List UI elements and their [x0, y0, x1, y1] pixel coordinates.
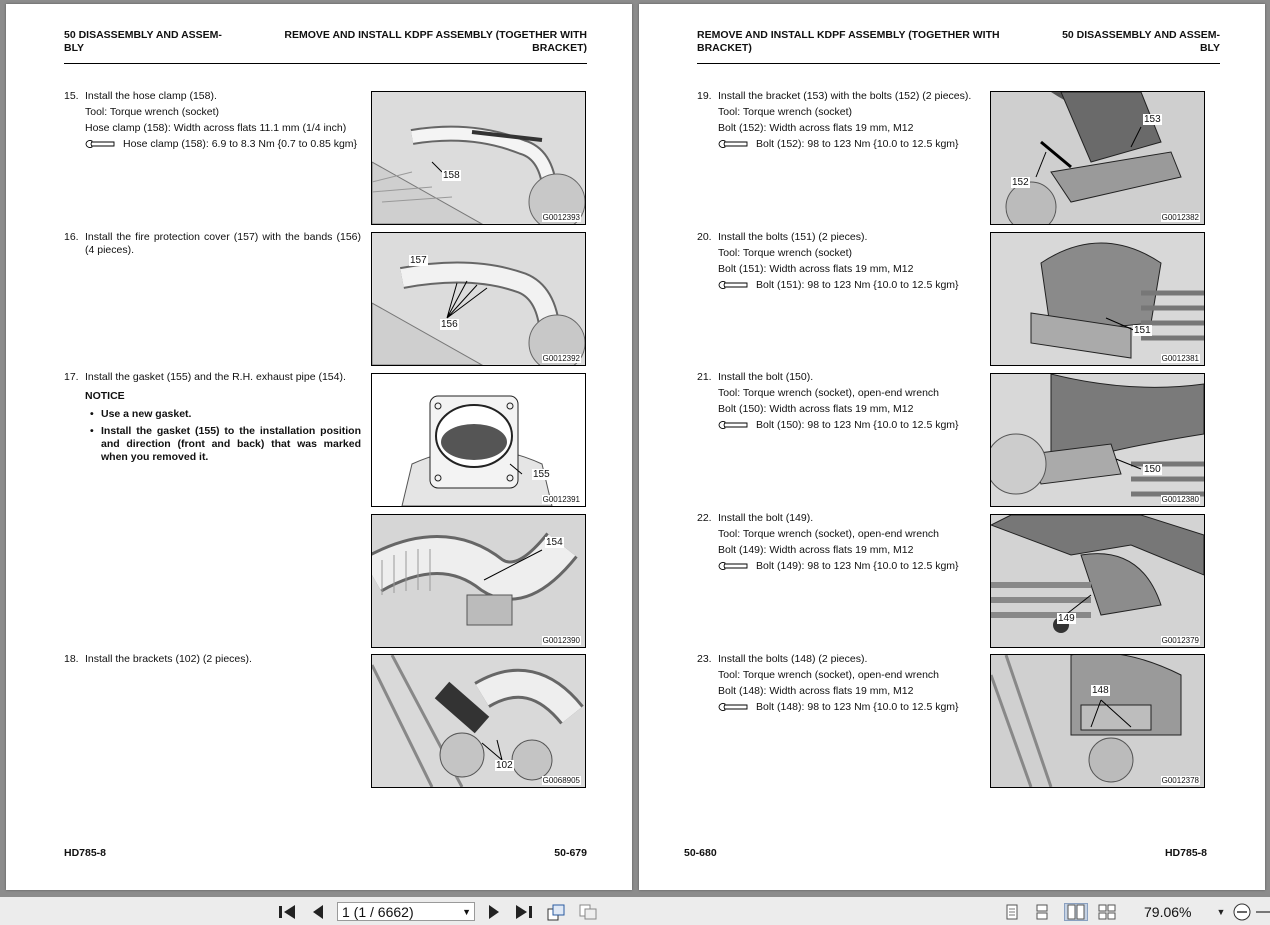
zoom-dropdown-icon[interactable]: ▼: [1216, 907, 1226, 917]
step-number: 15.: [64, 90, 79, 102]
figure-code: G0012379: [1161, 636, 1199, 645]
figure-callout: 152: [1012, 177, 1029, 188]
figure-hose-clamp: [371, 91, 586, 225]
step-number: 17.: [64, 371, 79, 383]
step-instruction: Install the bolt (150).: [718, 371, 814, 383]
torque-spec: Bolt (151): 98 to 123 Nm {10.0 to 12.5 kgm}: [718, 277, 994, 293]
torque-spec: Bolt (152): 98 to 123 Nm {10.0 to 12.5 kgm}: [718, 136, 994, 152]
step-spec: Hose clamp (158): Width across flats 11.1 mm (1/4 inch): [85, 122, 347, 134]
header-procedure-title: REMOVE AND INSTALL KDPF ASSEMBLY (TOGETHER WITH BRACKET): [697, 29, 1000, 54]
figure-code: G0012391: [542, 495, 580, 504]
figure-bolt-149: [990, 514, 1205, 648]
torque-spec: Bolt (148): 98 to 123 Nm {10.0 to 12.5 kgm}: [718, 699, 994, 715]
export-icon[interactable]: [578, 902, 598, 922]
figure-illustration: [991, 515, 1204, 647]
step-tool: Tool: Torque wrench (socket): [718, 106, 853, 118]
figure-callout: 102: [496, 760, 513, 771]
figure-exhaust-pipe: [371, 514, 586, 648]
figure-illustration: [991, 92, 1204, 224]
torque-wrench-icon: [718, 420, 748, 430]
torque-wrench-icon: [718, 702, 748, 712]
figure-illustration: [372, 233, 585, 365]
step-tool: Tool: Torque wrench (socket), open-end wrench: [718, 387, 940, 399]
figure-bolts-148: [990, 654, 1205, 788]
step-tool: Tool: Torque wrench (socket), open-end wrench: [718, 669, 940, 681]
torque-wrench-icon: [718, 280, 748, 290]
zoom-slider-track[interactable]: [1256, 902, 1270, 922]
figure-code: G0012392: [542, 354, 580, 363]
step-spec: Bolt (152): Width across flats 19 mm, M12: [718, 122, 914, 134]
notice-item: • Use a new gasket.: [85, 408, 361, 421]
torque-wrench-icon: [85, 139, 115, 149]
page-indicator: 1 (1 / 6662): [342, 904, 414, 920]
torque-spec: Bolt (149): 98 to 123 Nm {10.0 to 12.5 kgm}: [718, 558, 994, 574]
figure-callout: 148: [1092, 685, 1109, 696]
figure-code: G0012390: [542, 636, 580, 645]
notice-item: • Install the gasket (155) to the installation position and direction (front and back) that was marked when you removed it.: [85, 425, 361, 464]
left-page: [6, 4, 632, 890]
step-number: 22.: [697, 512, 712, 524]
zoom-out-icon[interactable]: [1232, 902, 1252, 922]
figure-code: G0012393: [542, 213, 580, 222]
figure-fire-cover: [371, 232, 586, 366]
step-spec: Bolt (149): Width across flats 19 mm, M12: [718, 544, 914, 556]
footer-page-number: 50-680: [684, 847, 717, 859]
step-spec: Bolt (148): Width across flats 19 mm, M12: [718, 685, 914, 697]
figure-callout: 153: [1144, 114, 1161, 125]
figure-illustration: [372, 374, 585, 506]
step-number: 16.: [64, 231, 79, 243]
next-page-icon[interactable]: [484, 902, 504, 922]
torque-wrench-icon: [718, 139, 748, 149]
figure-code: G0012381: [1161, 354, 1199, 363]
footer-model: HD785-8: [64, 847, 107, 859]
figure-bracket-153: [990, 91, 1205, 225]
figure-illustration: [991, 374, 1204, 506]
step-number: 21.: [697, 371, 712, 383]
step-number: 19.: [697, 90, 712, 102]
figure-illustration: [372, 92, 585, 224]
figure-illustration: [372, 515, 585, 647]
figure-code: G0012380: [1161, 495, 1199, 504]
rotate-icon[interactable]: [546, 902, 566, 922]
step-number: 23.: [697, 653, 712, 665]
figure-callout: 156: [441, 319, 458, 330]
step-instruction: Install the bracket (153) with the bolts (152) (2 pieces).: [718, 90, 972, 102]
figure-illustration: [372, 655, 585, 787]
figure-code: G0068905: [542, 776, 580, 785]
figure-callout: 157: [410, 255, 427, 266]
figure-callout: 151: [1134, 325, 1151, 336]
step-instruction: Install the gasket (155) and the R.H. exhaust pipe (154).: [85, 371, 346, 383]
torque-spec: Bolt (150): 98 to 123 Nm {10.0 to 12.5 kgm}: [718, 417, 994, 433]
step-tool: Tool: Torque wrench (socket), open-end wrench: [718, 528, 940, 540]
figure-callout: 158: [443, 170, 460, 181]
step-tool: Tool: Torque wrench (socket): [85, 106, 220, 118]
figure-code: G0012382: [1161, 213, 1199, 222]
step-instruction: Install the bolt (149).: [718, 512, 814, 524]
figure-bolt-150: [990, 373, 1205, 507]
step-number: 18.: [64, 653, 79, 665]
figure-callout: 155: [533, 469, 550, 480]
footer-page-number: 50-679: [554, 847, 587, 859]
facing-icon[interactable]: [1064, 903, 1088, 921]
zoom-level[interactable]: 79.06%: [1144, 904, 1192, 920]
facing-continuous-icon[interactable]: [1097, 903, 1117, 921]
step-spec: Bolt (150): Width across flats 19 mm, M12: [718, 403, 914, 415]
step-spec: Bolt (151): Width across flats 19 mm, M12: [718, 263, 914, 275]
header-section-title: 50 DISASSEMBLY AND ASSEM-BLY: [1062, 29, 1220, 54]
header-procedure-title: REMOVE AND INSTALL KDPF ASSEMBLY (TOGETHER WITH BRACKET): [284, 29, 587, 54]
figure-code: G0012378: [1161, 776, 1199, 785]
figure-brackets: [371, 654, 586, 788]
first-page-icon[interactable]: [277, 902, 297, 922]
page-header: [64, 29, 587, 64]
torque-wrench-icon: [718, 561, 748, 571]
single-page-icon[interactable]: [1002, 903, 1022, 921]
continuous-icon[interactable]: [1032, 903, 1052, 921]
footer-model: HD785-8: [1164, 847, 1207, 859]
step-instruction: Install the hose clamp (158).: [85, 90, 217, 102]
figure-callout: 150: [1144, 464, 1161, 475]
step-instruction: Install the fire protection cover (157) with the bands (156) (4 pieces).: [85, 231, 361, 256]
step-number: 20.: [697, 231, 712, 243]
step-instruction: Install the brackets (102) (2 pieces).: [85, 653, 252, 665]
step-instruction: Install the bolts (151) (2 pieces).: [718, 231, 868, 243]
right-page: [639, 4, 1265, 890]
prev-page-icon[interactable]: [308, 902, 328, 922]
notice-title: NOTICE: [85, 390, 125, 402]
figure-bolts-151: [990, 232, 1205, 366]
figure-gasket: [371, 373, 586, 507]
figure-illustration: [991, 655, 1204, 787]
step-instruction: Install the bolts (148) (2 pieces).: [718, 653, 868, 665]
chevron-down-icon[interactable]: ▼: [462, 907, 471, 917]
figure-callout: 149: [1058, 613, 1075, 624]
header-section-title: 50 DISASSEMBLY AND ASSEM-BLY: [64, 29, 222, 54]
last-page-icon[interactable]: [514, 902, 534, 922]
page-header: [697, 29, 1220, 64]
page-number-field[interactable]: [337, 902, 475, 921]
figure-illustration: [991, 233, 1204, 365]
step-tool: Tool: Torque wrench (socket): [718, 247, 853, 259]
torque-spec: Hose clamp (158): 6.9 to 8.3 Nm {0.7 to 0.85 kgm}: [85, 136, 361, 152]
figure-callout: 154: [546, 537, 563, 548]
